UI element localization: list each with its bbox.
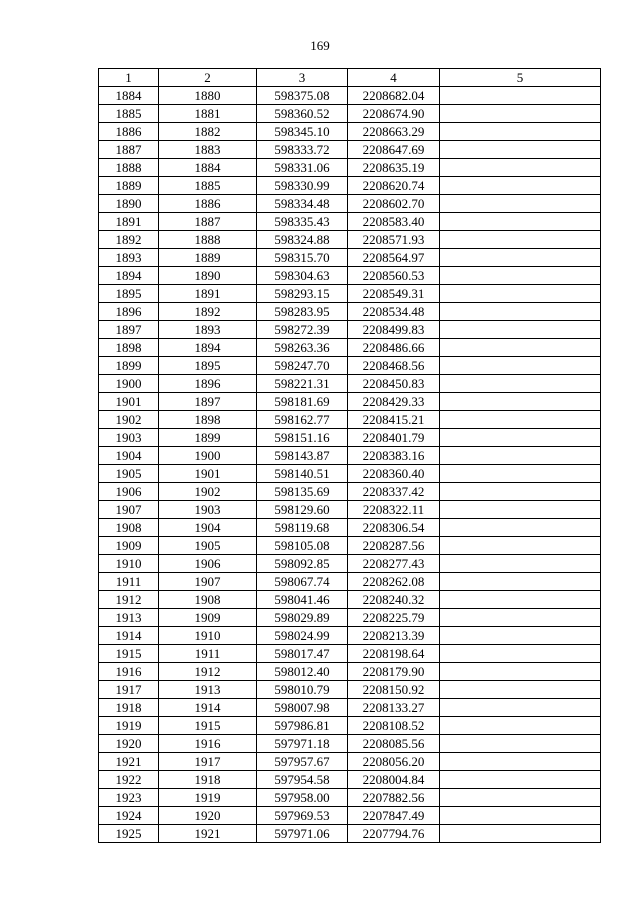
table-cell-col-1: 1923 — [99, 789, 159, 807]
table-cell-col-1: 1903 — [99, 429, 159, 447]
table-cell-col-2: 1916 — [159, 735, 257, 753]
table-cell-col-2: 1883 — [159, 141, 257, 159]
table-cell-col-4: 2208560.53 — [348, 267, 440, 285]
column-header-2: 2 — [159, 69, 257, 87]
table-row — [99, 267, 601, 285]
column-header-5: 5 — [440, 69, 601, 87]
table-cell-col-5 — [440, 789, 601, 807]
table-row — [99, 591, 601, 609]
table-cell-col-5 — [440, 411, 601, 429]
table-cell-col-5 — [440, 231, 601, 249]
table-row — [99, 249, 601, 267]
table-cell-col-5 — [440, 483, 601, 501]
table-cell-col-1: 1908 — [99, 519, 159, 537]
table-row — [99, 681, 601, 699]
table-cell-col-4: 2208213.39 — [348, 627, 440, 645]
table-cell-col-2: 1889 — [159, 249, 257, 267]
table-cell-col-5 — [440, 825, 601, 843]
table-cell-col-2: 1909 — [159, 609, 257, 627]
table-row — [99, 213, 601, 231]
table-cell-col-2: 1881 — [159, 105, 257, 123]
table-cell-col-5 — [440, 393, 601, 411]
table-row — [99, 663, 601, 681]
table-row — [99, 753, 601, 771]
table-cell-col-1: 1911 — [99, 573, 159, 591]
table-cell-col-5 — [440, 123, 601, 141]
table-cell-col-2: 1911 — [159, 645, 257, 663]
table-cell-col-3: 598221.31 — [257, 375, 348, 393]
table-cell-col-5 — [440, 663, 601, 681]
table-cell-col-1: 1910 — [99, 555, 159, 573]
table-cell-col-5 — [440, 591, 601, 609]
table-row — [99, 195, 601, 213]
table-cell-col-1: 1901 — [99, 393, 159, 411]
table-cell-col-1: 1922 — [99, 771, 159, 789]
table-cell-col-4: 2208620.74 — [348, 177, 440, 195]
table-row — [99, 555, 601, 573]
table-cell-col-2: 1901 — [159, 465, 257, 483]
table-cell-col-4: 2207794.76 — [348, 825, 440, 843]
table-cell-col-3: 598041.46 — [257, 591, 348, 609]
table-cell-col-3: 598010.79 — [257, 681, 348, 699]
table-cell-col-5 — [440, 627, 601, 645]
table-cell-col-5 — [440, 249, 601, 267]
table-cell-col-4: 2208383.16 — [348, 447, 440, 465]
table-cell-col-3: 598119.68 — [257, 519, 348, 537]
table-row — [99, 825, 601, 843]
table-cell-col-3: 598335.43 — [257, 213, 348, 231]
table-cell-col-4: 2208468.56 — [348, 357, 440, 375]
table-cell-col-1: 1907 — [99, 501, 159, 519]
table-cell-col-4: 2208571.93 — [348, 231, 440, 249]
table-cell-col-2: 1890 — [159, 267, 257, 285]
table-cell-col-1: 1896 — [99, 303, 159, 321]
table-row — [99, 501, 601, 519]
table-cell-col-3: 598315.70 — [257, 249, 348, 267]
table-cell-col-5 — [440, 771, 601, 789]
table-cell-col-5 — [440, 501, 601, 519]
table-cell-col-3: 598247.70 — [257, 357, 348, 375]
table-cell-col-5 — [440, 87, 601, 105]
column-header-1: 1 — [99, 69, 159, 87]
table-row — [99, 537, 601, 555]
table-row — [99, 573, 601, 591]
table-cell-col-4: 2208564.97 — [348, 249, 440, 267]
table-row — [99, 483, 601, 501]
table-cell-col-3: 598293.15 — [257, 285, 348, 303]
table-cell-col-3: 598105.08 — [257, 537, 348, 555]
table-row — [99, 609, 601, 627]
table-cell-col-3: 598143.87 — [257, 447, 348, 465]
table-cell-col-4: 2208056.20 — [348, 753, 440, 771]
table-cell-col-3: 598334.48 — [257, 195, 348, 213]
table-cell-col-3: 597969.53 — [257, 807, 348, 825]
table-cell-col-1: 1905 — [99, 465, 159, 483]
table-row — [99, 465, 601, 483]
table-cell-col-1: 1925 — [99, 825, 159, 843]
table-cell-col-5 — [440, 159, 601, 177]
table-cell-col-1: 1899 — [99, 357, 159, 375]
table-cell-col-2: 1902 — [159, 483, 257, 501]
table-row — [99, 105, 601, 123]
table-cell-col-1: 1915 — [99, 645, 159, 663]
table-cell-col-1: 1888 — [99, 159, 159, 177]
table-cell-col-1: 1909 — [99, 537, 159, 555]
table-cell-col-1: 1886 — [99, 123, 159, 141]
table-cell-col-2: 1904 — [159, 519, 257, 537]
table-cell-col-2: 1894 — [159, 339, 257, 357]
table-cell-col-2: 1907 — [159, 573, 257, 591]
table-cell-col-3: 598140.51 — [257, 465, 348, 483]
table-cell-col-5 — [440, 141, 601, 159]
table-row — [99, 303, 601, 321]
table-row — [99, 339, 601, 357]
table-cell-col-1: 1918 — [99, 699, 159, 717]
page-number: 169 — [310, 38, 330, 53]
table-cell-col-3: 598333.72 — [257, 141, 348, 159]
table-cell-col-5 — [440, 609, 601, 627]
table-body — [99, 87, 601, 843]
table-row — [99, 627, 601, 645]
table-cell-col-4: 2208549.31 — [348, 285, 440, 303]
table-cell-col-3: 598360.52 — [257, 105, 348, 123]
table-cell-col-2: 1919 — [159, 789, 257, 807]
table-cell-col-2: 1892 — [159, 303, 257, 321]
table-cell-col-1: 1898 — [99, 339, 159, 357]
table-cell-col-5 — [440, 681, 601, 699]
column-header-4: 4 — [348, 69, 440, 87]
table-cell-col-5 — [440, 267, 601, 285]
table-cell-col-1: 1884 — [99, 87, 159, 105]
table-row — [99, 789, 601, 807]
table-cell-col-4: 2208108.52 — [348, 717, 440, 735]
table-row — [99, 519, 601, 537]
table-cell-col-5 — [440, 429, 601, 447]
table-cell-col-2: 1910 — [159, 627, 257, 645]
table-row — [99, 285, 601, 303]
table-cell-col-2: 1899 — [159, 429, 257, 447]
table-cell-col-4: 2208583.40 — [348, 213, 440, 231]
table-cell-col-3: 598024.99 — [257, 627, 348, 645]
table-cell-col-3: 597971.18 — [257, 735, 348, 753]
table-cell-col-3: 598331.06 — [257, 159, 348, 177]
table-row — [99, 699, 601, 717]
table-cell-col-5 — [440, 537, 601, 555]
table-cell-col-1: 1894 — [99, 267, 159, 285]
table-cell-col-1: 1920 — [99, 735, 159, 753]
table-cell-col-5 — [440, 357, 601, 375]
table-cell-col-3: 598375.08 — [257, 87, 348, 105]
table-cell-col-4: 2208602.70 — [348, 195, 440, 213]
table-cell-col-4: 2208360.40 — [348, 465, 440, 483]
table-cell-col-2: 1896 — [159, 375, 257, 393]
table-cell-col-2: 1920 — [159, 807, 257, 825]
table-cell-col-2: 1917 — [159, 753, 257, 771]
table-cell-col-4: 2208306.54 — [348, 519, 440, 537]
table-cell-col-4: 2208085.56 — [348, 735, 440, 753]
table-cell-col-3: 598304.63 — [257, 267, 348, 285]
table-cell-col-2: 1908 — [159, 591, 257, 609]
table-cell-col-5 — [440, 321, 601, 339]
table-cell-col-1: 1921 — [99, 753, 159, 771]
table-cell-col-5 — [440, 645, 601, 663]
table-cell-col-1: 1887 — [99, 141, 159, 159]
table-cell-col-1: 1917 — [99, 681, 159, 699]
table-cell-col-2: 1882 — [159, 123, 257, 141]
table-cell-col-3: 598330.99 — [257, 177, 348, 195]
table-cell-col-1: 1897 — [99, 321, 159, 339]
column-header-3: 3 — [257, 69, 348, 87]
table-cell-col-5 — [440, 753, 601, 771]
table-row — [99, 231, 601, 249]
table-cell-col-3: 598151.16 — [257, 429, 348, 447]
table-cell-col-1: 1895 — [99, 285, 159, 303]
table-cell-col-3: 598012.40 — [257, 663, 348, 681]
table-row — [99, 393, 601, 411]
table-cell-col-2: 1913 — [159, 681, 257, 699]
table-cell-col-2: 1885 — [159, 177, 257, 195]
table-cell-col-3: 597957.67 — [257, 753, 348, 771]
table-cell-col-4: 2208401.79 — [348, 429, 440, 447]
table-cell-col-4: 2208682.04 — [348, 87, 440, 105]
table-row — [99, 429, 601, 447]
table-cell-col-4: 2208486.66 — [348, 339, 440, 357]
table-cell-col-3: 598162.77 — [257, 411, 348, 429]
table-cell-col-2: 1893 — [159, 321, 257, 339]
table-row — [99, 645, 601, 663]
table-cell-col-3: 598017.47 — [257, 645, 348, 663]
table-cell-col-5 — [440, 807, 601, 825]
table-row — [99, 159, 601, 177]
table-cell-col-5 — [440, 177, 601, 195]
table-cell-col-4: 2208240.32 — [348, 591, 440, 609]
table-row — [99, 411, 601, 429]
table-cell-col-5 — [440, 717, 601, 735]
table-cell-col-1: 1893 — [99, 249, 159, 267]
table-cell-col-3: 597971.06 — [257, 825, 348, 843]
table-cell-col-2: 1895 — [159, 357, 257, 375]
table-cell-col-4: 2208287.56 — [348, 537, 440, 555]
table-row — [99, 177, 601, 195]
table-cell-col-2: 1888 — [159, 231, 257, 249]
table-cell-col-4: 2207882.56 — [348, 789, 440, 807]
table-cell-col-1: 1889 — [99, 177, 159, 195]
table-cell-col-4: 2208450.83 — [348, 375, 440, 393]
table-cell-col-4: 2208429.33 — [348, 393, 440, 411]
table-cell-col-4: 2208415.21 — [348, 411, 440, 429]
table-cell-col-2: 1914 — [159, 699, 257, 717]
table-cell-col-4: 2208004.84 — [348, 771, 440, 789]
table-cell-col-4: 2208647.69 — [348, 141, 440, 159]
table-cell-col-5 — [440, 195, 601, 213]
table-cell-col-5 — [440, 699, 601, 717]
table-row — [99, 771, 601, 789]
table-cell-col-5 — [440, 447, 601, 465]
table-cell-col-3: 597954.58 — [257, 771, 348, 789]
table-cell-col-4: 2208150.92 — [348, 681, 440, 699]
table-cell-col-1: 1924 — [99, 807, 159, 825]
table-cell-col-4: 2208198.64 — [348, 645, 440, 663]
table-cell-col-3: 598129.60 — [257, 501, 348, 519]
table-cell-col-2: 1880 — [159, 87, 257, 105]
table-cell-col-1: 1919 — [99, 717, 159, 735]
table-cell-col-3: 597958.00 — [257, 789, 348, 807]
table-cell-col-3: 598067.74 — [257, 573, 348, 591]
table-cell-col-2: 1903 — [159, 501, 257, 519]
table-cell-col-5 — [440, 555, 601, 573]
table-cell-col-3: 598181.69 — [257, 393, 348, 411]
table-cell-col-4: 2208322.11 — [348, 501, 440, 519]
table-cell-col-1: 1906 — [99, 483, 159, 501]
table-cell-col-5 — [440, 105, 601, 123]
table-cell-col-4: 2207847.49 — [348, 807, 440, 825]
table-row — [99, 807, 601, 825]
table-row — [99, 375, 601, 393]
table-cell-col-2: 1898 — [159, 411, 257, 429]
table-cell-col-5 — [440, 519, 601, 537]
table-cell-col-2: 1905 — [159, 537, 257, 555]
table-cell-col-1: 1914 — [99, 627, 159, 645]
table-cell-col-5 — [440, 735, 601, 753]
table-cell-col-2: 1884 — [159, 159, 257, 177]
table-cell-col-2: 1900 — [159, 447, 257, 465]
table-cell-col-2: 1918 — [159, 771, 257, 789]
table-cell-col-2: 1912 — [159, 663, 257, 681]
table-cell-col-5 — [440, 303, 601, 321]
table-cell-col-2: 1886 — [159, 195, 257, 213]
table-cell-col-4: 2208534.48 — [348, 303, 440, 321]
table-cell-col-3: 598092.85 — [257, 555, 348, 573]
table-cell-col-1: 1892 — [99, 231, 159, 249]
table-row — [99, 87, 601, 105]
table-cell-col-4: 2208635.19 — [348, 159, 440, 177]
table-row — [99, 717, 601, 735]
table-cell-col-3: 598135.69 — [257, 483, 348, 501]
table-row — [99, 735, 601, 753]
table-cell-col-4: 2208499.83 — [348, 321, 440, 339]
table-cell-col-5 — [440, 285, 601, 303]
table-row — [99, 447, 601, 465]
table-cell-col-5 — [440, 339, 601, 357]
table-cell-col-1: 1900 — [99, 375, 159, 393]
table-row — [99, 321, 601, 339]
table-cell-col-4: 2208663.29 — [348, 123, 440, 141]
table-cell-col-1: 1891 — [99, 213, 159, 231]
table-cell-col-2: 1897 — [159, 393, 257, 411]
table-cell-col-4: 2208262.08 — [348, 573, 440, 591]
table-cell-col-5 — [440, 213, 601, 231]
table-cell-col-4: 2208674.90 — [348, 105, 440, 123]
table-cell-col-3: 598324.88 — [257, 231, 348, 249]
table-cell-col-2: 1891 — [159, 285, 257, 303]
table-row — [99, 357, 601, 375]
table-cell-col-1: 1902 — [99, 411, 159, 429]
table-header-row — [99, 69, 601, 87]
table-cell-col-3: 598283.95 — [257, 303, 348, 321]
table-cell-col-1: 1913 — [99, 609, 159, 627]
table-cell-col-3: 598272.39 — [257, 321, 348, 339]
table-cell-col-3: 598007.98 — [257, 699, 348, 717]
table-cell-col-4: 2208337.42 — [348, 483, 440, 501]
table-cell-col-1: 1904 — [99, 447, 159, 465]
table-cell-col-3: 598263.36 — [257, 339, 348, 357]
table-cell-col-5 — [440, 465, 601, 483]
table-row — [99, 123, 601, 141]
table-cell-col-2: 1915 — [159, 717, 257, 735]
table-cell-col-1: 1890 — [99, 195, 159, 213]
table-cell-col-2: 1887 — [159, 213, 257, 231]
table-cell-col-3: 598345.10 — [257, 123, 348, 141]
coordinates-table — [98, 68, 601, 843]
table-row — [99, 141, 601, 159]
table-cell-col-1: 1912 — [99, 591, 159, 609]
table-cell-col-1: 1885 — [99, 105, 159, 123]
table-cell-col-4: 2208133.27 — [348, 699, 440, 717]
table-cell-col-5 — [440, 375, 601, 393]
table-cell-col-2: 1921 — [159, 825, 257, 843]
table-cell-col-3: 597986.81 — [257, 717, 348, 735]
table-cell-col-4: 2208225.79 — [348, 609, 440, 627]
table-cell-col-2: 1906 — [159, 555, 257, 573]
table-cell-col-1: 1916 — [99, 663, 159, 681]
table-cell-col-4: 2208277.43 — [348, 555, 440, 573]
table-cell-col-4: 2208179.90 — [348, 663, 440, 681]
table-cell-col-3: 598029.89 — [257, 609, 348, 627]
table-cell-col-5 — [440, 573, 601, 591]
